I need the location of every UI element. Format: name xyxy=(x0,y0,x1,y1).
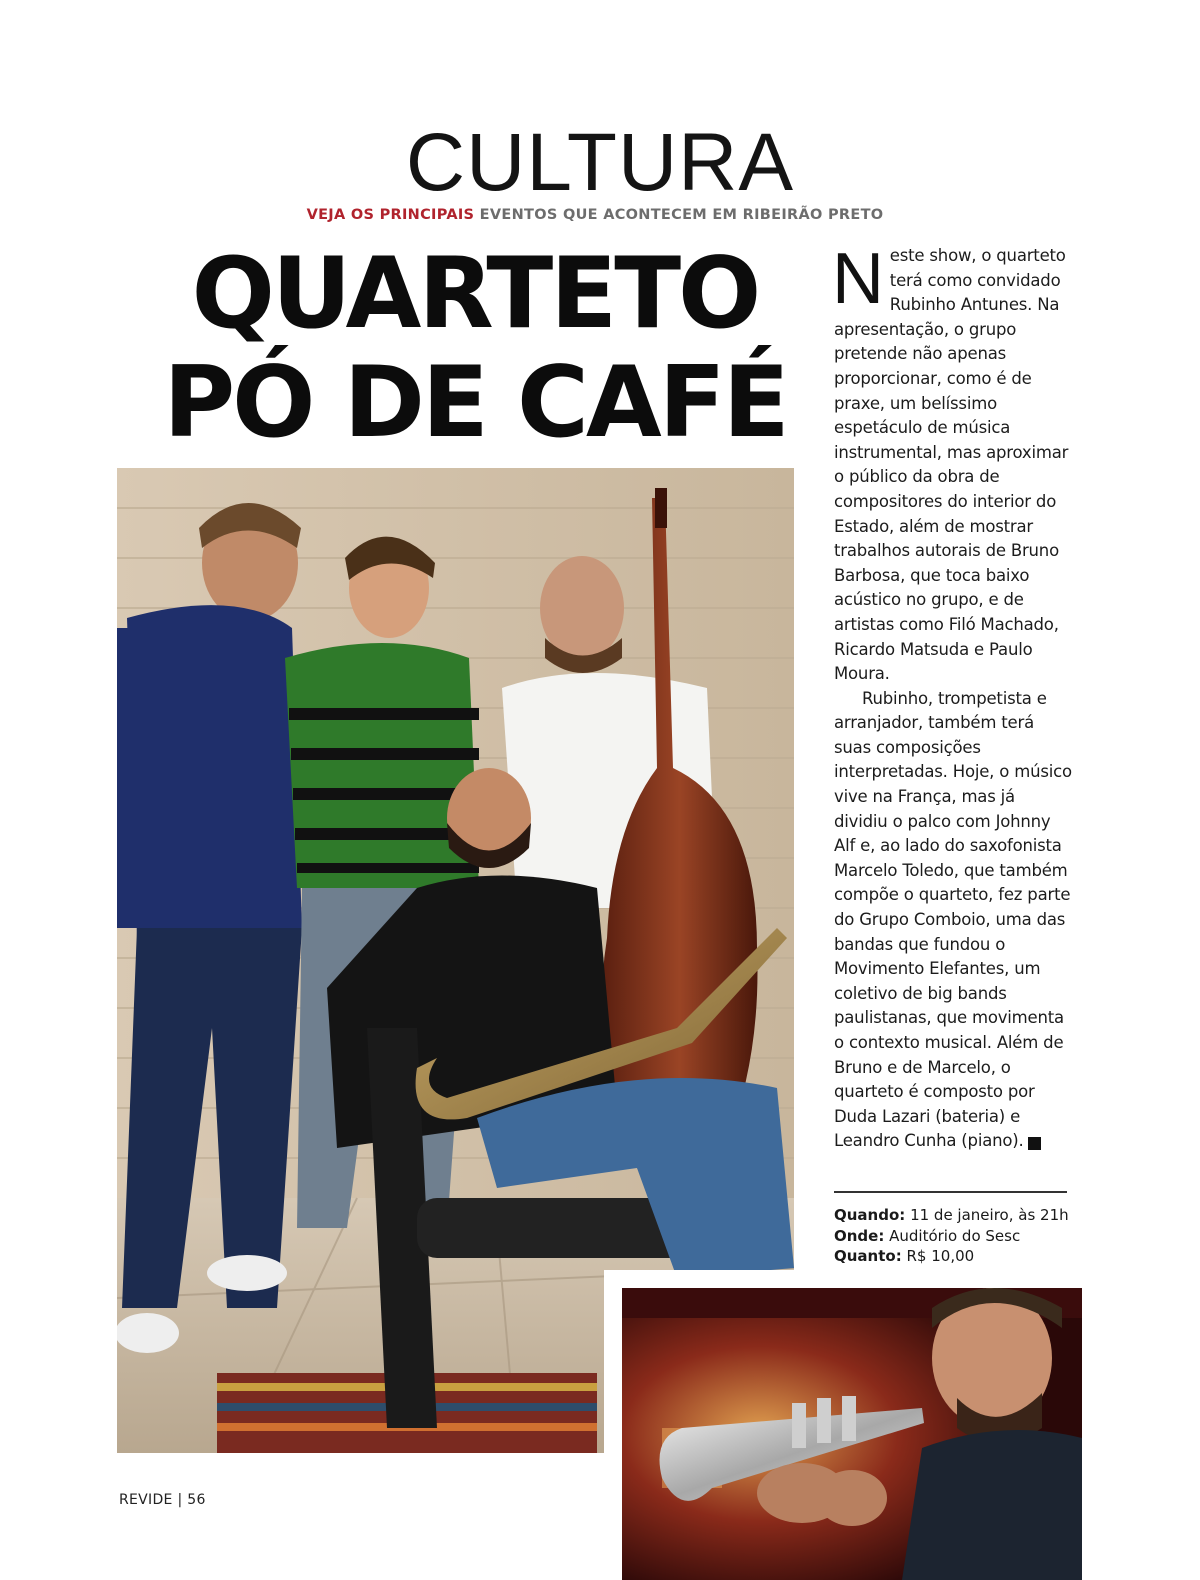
price-value: R$ 10,00 xyxy=(906,1247,975,1265)
where-value: Auditório do Sesc xyxy=(889,1226,1021,1245)
end-mark-icon: r xyxy=(1028,1137,1041,1150)
page-number: 56 xyxy=(187,1492,206,1508)
headline xyxy=(150,237,800,460)
event-when xyxy=(834,1205,1094,1226)
page-footer xyxy=(119,1492,206,1508)
kicker-rest: EVENTOS QUE ACONTECEM EM RIBEIRÃO PRETO xyxy=(479,207,884,223)
headline-line-2: PÓ DE CAFÉ xyxy=(163,346,787,460)
article-body xyxy=(832,239,1072,1154)
trumpet-photo xyxy=(622,1288,1082,1580)
paragraph-1-text: este show, o quarteto terá como convidado Rubinho Antunes. Na apresentação, o grupo pretende não apenas proporcionar, como é de praxe, um belíssimo espetáculo de música instrumental, mas aproximar o público da obra de compositores do interior do Estado, além de mostrar trabalhos autorais de Bruno Barbosa, que toca baixo acústico no grupo, e de artistas como Filó Machado, Ricardo Matsuda e Paulo Moura. xyxy=(834,246,1069,684)
price-label: Quanto: xyxy=(834,1247,902,1265)
event-where xyxy=(834,1226,1094,1247)
headline-line-1: QUARTETO xyxy=(191,237,759,351)
info-divider xyxy=(834,1191,1067,1193)
section-title: CULTURA xyxy=(405,117,795,208)
when-value: 11 de janeiro, às 21h xyxy=(910,1206,1069,1224)
kicker-highlight: VEJA OS PRINCIPAIS xyxy=(306,207,475,223)
article-paragraph-1 xyxy=(832,239,1072,687)
drop-cap: N xyxy=(832,239,884,319)
article-paragraph-2 xyxy=(834,687,1072,1154)
event-price xyxy=(834,1246,1094,1267)
kicker xyxy=(0,207,1190,223)
where-label: Onde: xyxy=(834,1226,885,1245)
event-info xyxy=(834,1205,1094,1267)
trumpet-photo-frame xyxy=(604,1270,1200,1580)
footer-separator: | xyxy=(177,1492,183,1508)
when-label: Quando: xyxy=(834,1206,906,1224)
paragraph-2-text: Rubinho, trompetista e arranjador, também terá suas composições interpretadas. Hoje, o músico vive na França, mas já dividiu o palco com Johnny Alf e, ao lado do saxofonista Marcelo Toledo, que também compõe o quarteto, fez parte do Grupo Comboio, uma das bandas que fundou o Movimento Elefantes, um coletivo de big bands paulistanas, que movimenta o contexto musical. Além de Bruno e de Marcelo, o quarteto é composto por Duda Lazari (bateria) e Leandro Cunha (piano). xyxy=(834,688,1072,1151)
magazine-name: REVIDE xyxy=(119,1492,173,1508)
